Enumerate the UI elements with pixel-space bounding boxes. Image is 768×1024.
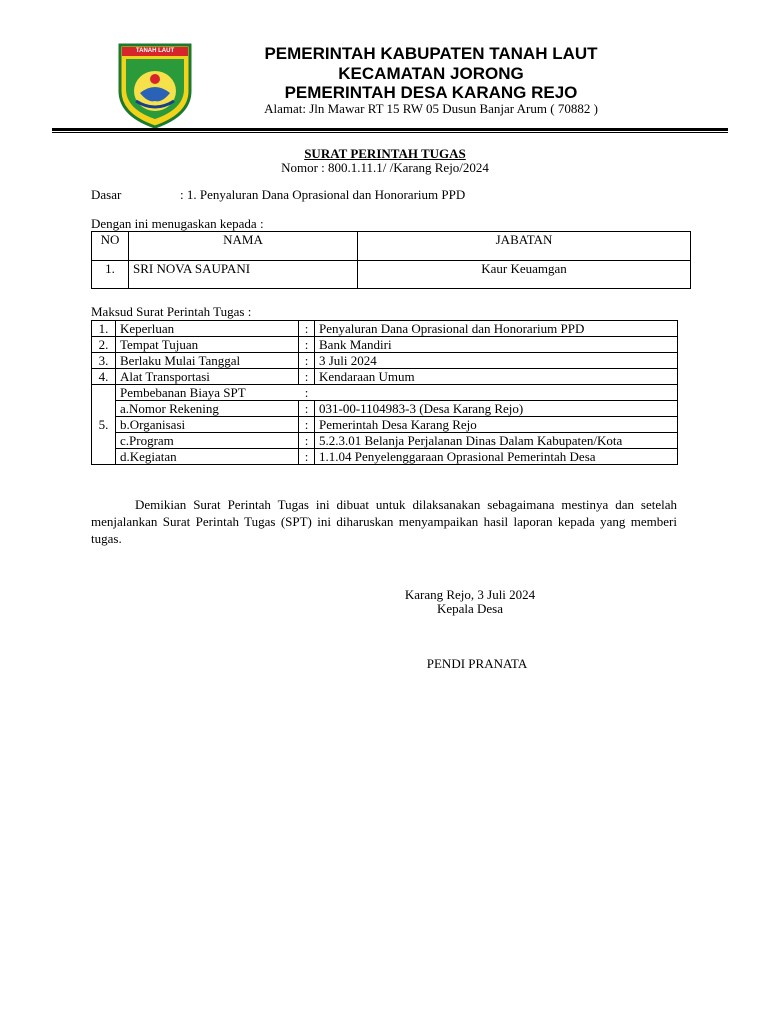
purpose-label: Pembebanan Biaya SPT [116, 385, 299, 401]
purpose-value: Pemerintah Desa Karang Rejo [315, 417, 678, 433]
purpose-row [92, 401, 678, 417]
purpose-row [92, 353, 678, 369]
signature-name: PENDI PRANATA [426, 656, 528, 671]
purpose-no: 4. [92, 369, 116, 385]
purpose-label: c.Program [116, 433, 299, 449]
purpose-table [91, 320, 678, 465]
purpose-row [92, 385, 678, 401]
purpose-colon: : [299, 401, 315, 417]
purpose-colon: : [299, 369, 315, 385]
purpose-colon: : [299, 353, 315, 369]
regency-logo [116, 43, 194, 129]
dasar-label: Dasar [91, 187, 122, 202]
row-nama: SRI NOVA SAUPANI [129, 261, 358, 289]
purpose-label: b.Organisasi [116, 417, 299, 433]
purpose-row [92, 417, 678, 433]
purpose-no: 1. [92, 321, 116, 337]
table-row [92, 261, 691, 289]
purpose-colon: : [299, 321, 315, 337]
shield-icon [116, 43, 194, 129]
purpose-no: 2. [92, 337, 116, 353]
purpose-row [92, 369, 678, 385]
purpose-value: Bank Mandiri [315, 337, 678, 353]
dasar-value: : 1. Penyaluran Dana Oprasional dan Honorarium PPD [180, 187, 466, 202]
purpose-row [92, 449, 678, 465]
purpose-value [315, 385, 678, 401]
purpose-label: Keperluan [116, 321, 299, 337]
purpose-colon: : [299, 449, 315, 465]
header-nama: NAMA [129, 232, 358, 261]
purpose-no: 5. [92, 385, 116, 465]
purpose-colon: : [299, 337, 315, 353]
purpose-colon: : [299, 433, 315, 449]
closing-paragraph [91, 496, 677, 547]
purpose-value: 1.1.04 Penyelenggaraan Oprasional Pemerintah Desa [315, 449, 678, 465]
header-divider [52, 128, 728, 131]
signature-place-date: Karang Rejo, 3 Juli 2024 [404, 587, 536, 602]
purpose-value: Penyaluran Dana Oprasional dan Honorarium PPD [315, 321, 678, 337]
header-regency: PEMERINTAH KABUPATEN TANAH LAUT [264, 44, 598, 63]
header-jabatan: JABATAN [358, 232, 691, 261]
row-jabatan: Kaur Keuamgan [358, 261, 691, 289]
header-divider-thin [52, 132, 728, 133]
table-header-row [92, 232, 691, 261]
purpose-colon: : [299, 417, 315, 433]
header-no: NO [92, 232, 129, 261]
row-no: 1. [92, 261, 129, 289]
purpose-value: Kendaraan Umum [315, 369, 678, 385]
purpose-value: 5.2.3.01 Belanja Perjalanan Dinas Dalam Kabupaten/Kota [315, 433, 678, 449]
purpose-row [92, 337, 678, 353]
signature-position: Kepala Desa [436, 601, 504, 616]
purpose-intro: Maksud Surat Perintah Tugas : [91, 304, 252, 319]
purpose-label: Berlaku Mulai Tanggal [116, 353, 299, 369]
header-village: PEMERINTAH DESA KARANG REJO [284, 83, 578, 102]
purpose-label: Tempat Tujuan [116, 337, 299, 353]
staff-table [91, 231, 691, 289]
purpose-row [92, 321, 678, 337]
purpose-label: Alat Transportasi [116, 369, 299, 385]
purpose-value: 031-00-1104983-3 (Desa Karang Rejo) [315, 401, 678, 417]
header-address: Alamat: Jln Mawar RT 15 RW 05 Dusun Banjar Arum ( 70882 ) [264, 101, 598, 116]
closing-text: Demikian Surat Perintah Tugas ini dibuat untuk dilaksanakan sebagaimana mestinya dan setelah menjalankan Surat Perintah Tugas (SPT) ini diharuskan menyampaikan hasil laporan kepada yang memberi tugas. [91, 497, 677, 546]
assign-intro: Dengan ini menugaskan kepada : [91, 216, 264, 231]
letter-number: Nomor : 800.1.11.1/ /Karang Rejo/2024 [281, 160, 489, 175]
purpose-label: d.Kegiatan [116, 449, 299, 465]
letter-title: SURAT PERINTAH TUGAS [304, 146, 466, 161]
logo-text: TANAH LAUT [135, 48, 175, 54]
purpose-no: 3. [92, 353, 116, 369]
purpose-colon: : [299, 385, 315, 401]
purpose-value: 3 Juli 2024 [315, 353, 678, 369]
purpose-row [92, 433, 678, 449]
purpose-label: a.Nomor Rekening [116, 401, 299, 417]
header-district: KECAMATAN JORONG [338, 64, 524, 83]
